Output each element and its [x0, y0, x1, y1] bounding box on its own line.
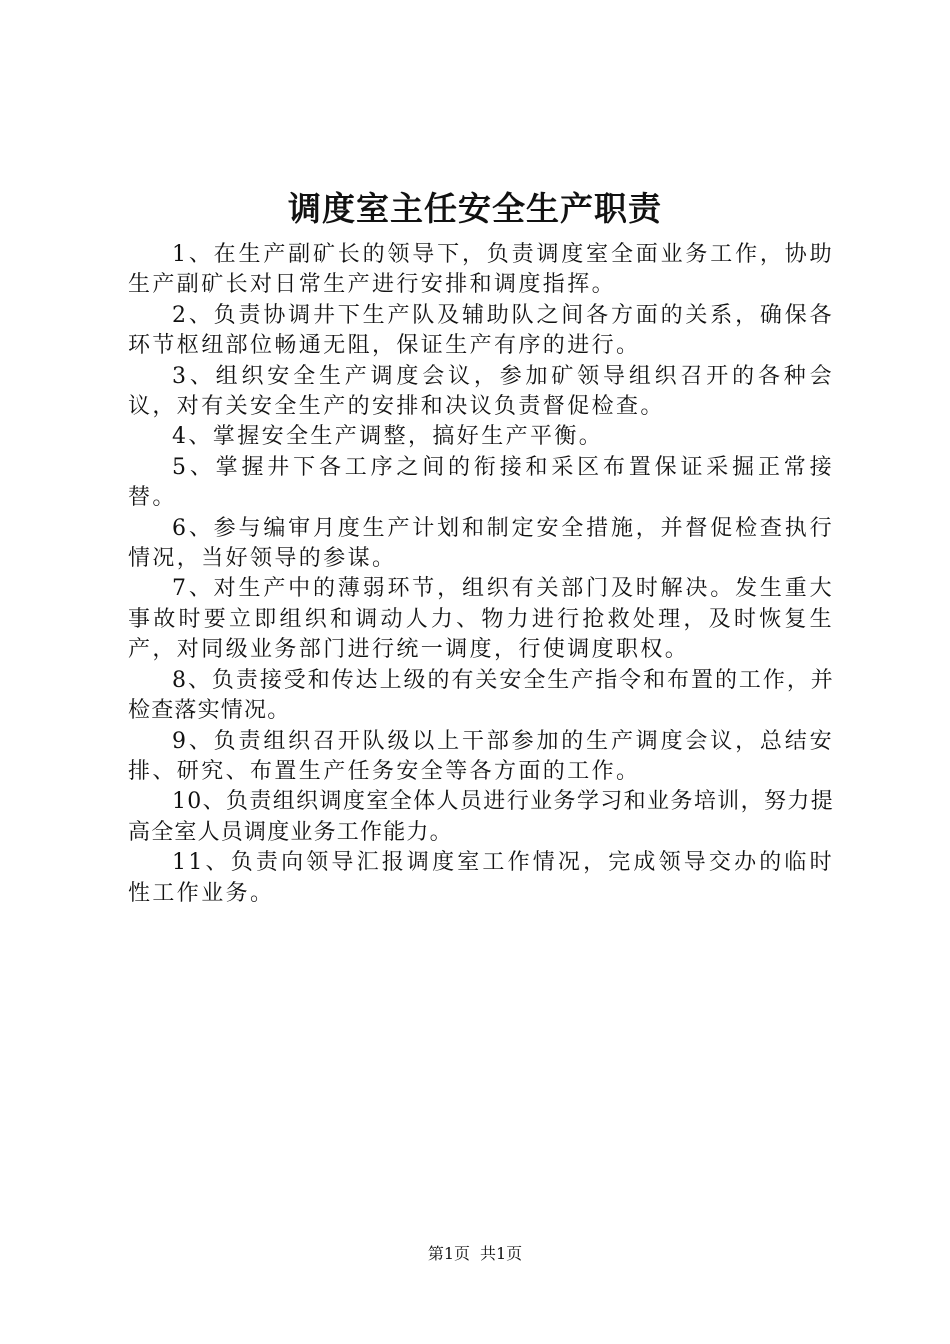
- page-footer: [0, 1244, 950, 1264]
- document-title: 调度室主任安全生产职责: [288, 189, 662, 228]
- paragraph-3: 3、组织安全生产调度会议，参加矿领导组织召开的各种会议，对有关安全生产的安排和决议负责督促检查。: [128, 363, 834, 420]
- paragraph-7: 7、对生产中的薄弱环节，组织有关部门及时解决。发生重大事故时要立即组织和调动人力、物力进行抢救处理，及时恢复生产，对同级业务部门进行统一调度，行使调度职权。: [128, 576, 834, 663]
- paragraph-5: 5、掌握井下各工序之间的衔接和采区布置保证采掘正常接替。: [128, 454, 834, 511]
- paragraph-9: 9、负责组织召开队级以上干部参加的生产调度会议，总结安排、研究、布置生产任务安全等各方面的工作。: [128, 728, 834, 784]
- page-total: 共1页: [480, 1244, 523, 1263]
- paragraph-1: 1、在生产副矿长的领导下，负责调度室全面业务工作，协助生产副矿长对日常生产进行安排和调度指挥。: [128, 242, 834, 298]
- paragraph-11: 11、负责向领导汇报调度室工作情况，完成领导交办的临时性工作业务。: [128, 850, 834, 906]
- paragraph-2: 2、负责协调井下生产队及辅助队之间各方面的关系，确保各环节枢纽部位畅通无阻，保证生产有序的进行。: [128, 302, 834, 359]
- paragraph-4: 4、掌握安全生产调整，搞好生产平衡。: [172, 424, 604, 450]
- page-number: 第1页: [427, 1244, 470, 1263]
- paragraph-10: 10、负责组织调度室全体人员进行业务学习和业务培训，努力提高全室人员调度业务工作能力。: [128, 789, 834, 845]
- document-body: [128, 240, 834, 909]
- paragraph-8: 8、负责接受和传达上级的有关安全生产指令和布置的工作，并检查落实情况。: [128, 667, 834, 724]
- paragraph-6: 6、参与编审月度生产计划和制定安全措施，并督促检查执行情况，当好领导的参谋。: [128, 515, 834, 572]
